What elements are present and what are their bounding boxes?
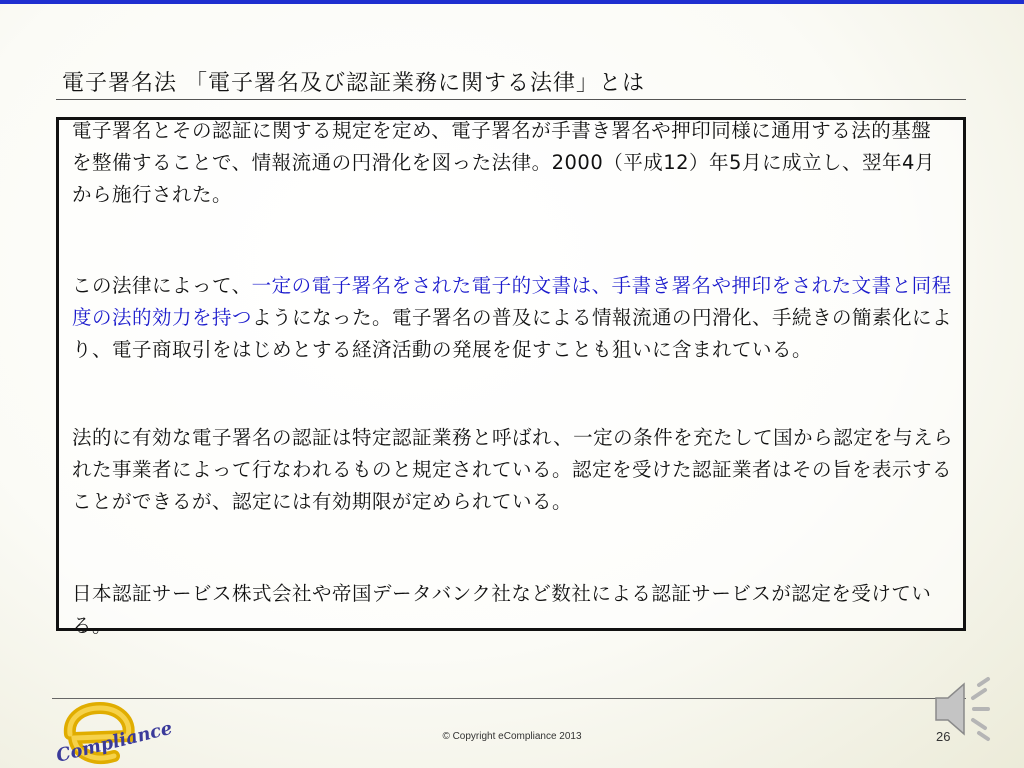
paragraph-4: 日本認証サービス株式会社や帝国データバンク社など数社による認証サービスが認定を受けている。 bbox=[72, 582, 932, 637]
speaker-icon[interactable] bbox=[930, 676, 1002, 742]
page-number: 26 bbox=[936, 729, 951, 744]
slide-title: 電子署名法 「電子署名及び認証業務に関する法律」とは bbox=[62, 71, 645, 96]
logo-wordmark: Compliance bbox=[54, 717, 175, 767]
footer-divider bbox=[52, 698, 966, 699]
paragraph-2-rest: ようになった。電子署名の普及による情報流通の円滑化、手続きの簡素化により、電子商取引をはじめとする経済活動の発展を促すことも狙いに含まれている。 bbox=[72, 306, 953, 361]
top-accent-bar bbox=[0, 0, 1024, 4]
paragraph-2-highlight: 一定の電子署名をされた電子的文書は、手書き署名や押印をされた文書と同程度の法的効力を持つ bbox=[72, 274, 952, 329]
paragraph-2 bbox=[72, 270, 967, 366]
paragraph-1: 電子署名とその認証に関する規定を定め、電子署名が手書き署名や押印同様に通用する法的基盤を整備することで、情報流通の円滑化を図った法律。2000（平成12）年5月に成立し、翌年4月から施行された。 bbox=[72, 119, 935, 206]
paragraph-3: 法的に有効な電子署名の認証は特定認証業務と呼ばれ、一定の条件を充たして国から認定を与えられた事業者によって行なわれるものと規定されている。認定を受けた認証業者はその旨を表示することができるが、認定には有効期限が定められている。 bbox=[72, 426, 954, 513]
paragraph-2-intro: この法律によって、 bbox=[72, 274, 252, 297]
title-divider bbox=[56, 99, 966, 100]
copyright-text: © Copyright eCompliance 2013 bbox=[442, 731, 582, 742]
